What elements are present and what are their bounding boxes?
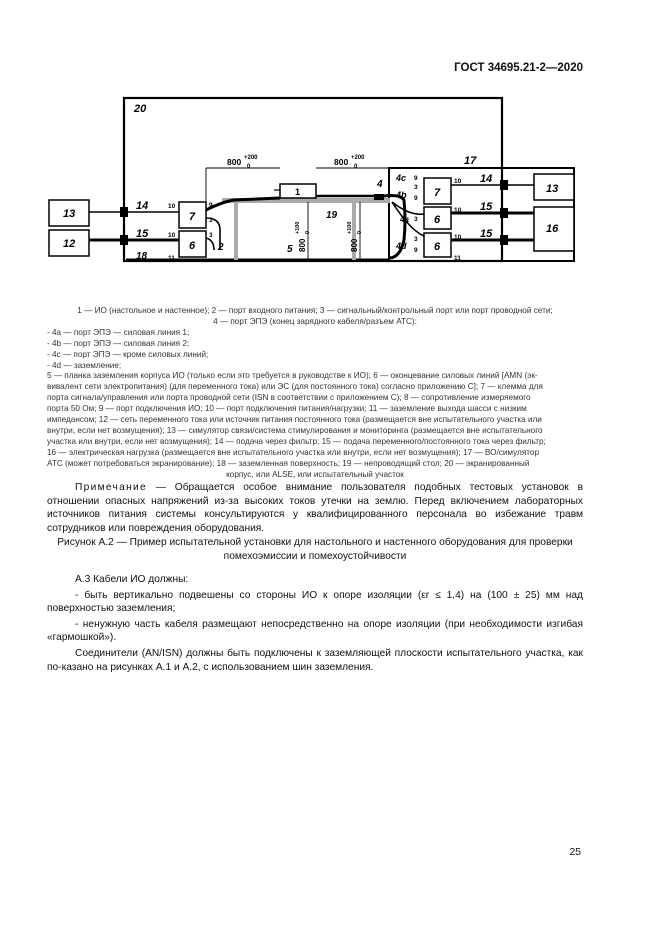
vdim-1-sup: +100 bbox=[295, 221, 301, 234]
label-10a: 10 bbox=[168, 203, 176, 210]
page-number: 25 bbox=[569, 846, 581, 858]
label-10c: 10 bbox=[454, 178, 462, 185]
label-15a: 15 bbox=[136, 228, 149, 240]
label-11a: 11 bbox=[168, 255, 175, 262]
standard-header: ГОСТ 34695.21-2—2020 bbox=[454, 62, 583, 74]
label-15c: 15 bbox=[480, 228, 493, 240]
legend-rest: АТС (может потребоваться экранирование); 18 — заземленная поверхность; 19 — непроводящий стол; 20 — экранированный bbox=[47, 458, 530, 468]
legend-rest: участка или внутри, если нет возмущения); 14 — подача через фильтр; 15 — подача переменного/постоянного тока через фильтр; bbox=[47, 436, 546, 446]
dim-2: 800 bbox=[334, 157, 349, 167]
caption-line-2: помехоэмиссии и помехоустойчивости bbox=[223, 550, 407, 562]
vdim-2: 800 bbox=[350, 238, 359, 252]
dim-1: 800 bbox=[227, 157, 242, 167]
label-4c: 4c bbox=[396, 173, 407, 183]
label-4b: 4b bbox=[396, 190, 407, 200]
label-1: 1 bbox=[295, 187, 301, 197]
vdim-2-sub: 0 bbox=[357, 230, 363, 234]
vdim-1-sub: 0 bbox=[305, 230, 311, 234]
figure-caption bbox=[47, 536, 583, 563]
label-9a: 9 bbox=[209, 202, 213, 209]
label-3a: 3 bbox=[209, 217, 213, 224]
legend-line-1: 1 — ИО (настольное и настенное); 2 — порт входного питания; 3 — сигнальный/контрольный порт или порт проводной сети; bbox=[77, 306, 553, 315]
label-9d: 9 bbox=[414, 247, 418, 254]
paragraph-4: Соединители (AN/ISN) должны быть подключены к заземляющей плоскости испытательного участка, как по-казано на рисунках А.1 и А.2, с использованием шин заземления. bbox=[47, 647, 583, 673]
label-20: 20 bbox=[134, 103, 147, 115]
label-16: 16 bbox=[546, 223, 559, 235]
vdim-1: 800 bbox=[298, 238, 307, 252]
label-3c: 3 bbox=[414, 184, 418, 191]
label-2: 2 bbox=[218, 242, 224, 253]
label-4: 4 bbox=[377, 179, 383, 190]
legend-rest: порта сигнала/управления или порта проводной сети (ISN в соответствии с приложением С); 8 — сопротивление измеряемого bbox=[47, 393, 531, 403]
label-10e: 10 bbox=[454, 234, 462, 241]
legend-item: - 4d — заземление; bbox=[47, 360, 122, 370]
vdim-2-sup: +100 bbox=[347, 221, 353, 234]
label-18: 18 bbox=[136, 251, 148, 262]
label-7b: 7 bbox=[434, 187, 441, 199]
legend-item: - 4c — порт ЭПЭ — кроме силовых линий; bbox=[47, 349, 209, 359]
legend-rest: 5 — планка заземления корпуса ИО (только если это требуется в руководстве к ИО); 6 — оконцевание силовых линий [AMN (эк- bbox=[47, 371, 538, 381]
label-3d: 3 bbox=[414, 216, 418, 223]
label-13-right: 13 bbox=[546, 183, 559, 195]
label-3e: 3 bbox=[414, 236, 418, 243]
label-10b: 10 bbox=[168, 232, 176, 239]
label-4d: 4d bbox=[396, 241, 407, 251]
note-text: — Обращается особое внимание пользователя подобных тестовых установок в отношении опасных напряжений из-за высоких токов утечки на землю. Перед включением лабораторных источников питания системы консультируются у квалифицированного персонала во избежание травм сотрудников или повреждения оборудования. bbox=[47, 482, 583, 534]
label-6b: 6 bbox=[434, 214, 441, 226]
legend-rest: 16 — электрическая нагрузка (размещается вне испытательного участка или внутри, если нет возмущения); 17 — ВО/симулятор bbox=[47, 447, 540, 457]
label-15b: 15 bbox=[480, 201, 493, 213]
label-17: 17 bbox=[464, 155, 477, 167]
note-block bbox=[47, 481, 583, 535]
label-7a: 7 bbox=[189, 211, 196, 223]
figure-legend bbox=[47, 306, 583, 481]
label-3b: 3 bbox=[209, 232, 213, 239]
legend-item: - 4a — порт ЭПЭ — силовая линия 1; bbox=[47, 327, 190, 337]
label-14b: 14 bbox=[480, 173, 493, 185]
label-13: 13 bbox=[63, 208, 76, 220]
legend-rest: внутри, если нет возмущения); 13 — симулятор связи/система стимулирования и мониторинга (размещается вне испытательного bbox=[47, 425, 543, 435]
label-9c: 9 bbox=[414, 195, 418, 202]
caption-line-1: Рисунок А.2 — Пример испытательной установки для настольного и настенного оборудования для проверки bbox=[57, 537, 573, 548]
label-12: 12 bbox=[63, 238, 76, 250]
paragraph-2: - быть вертикально подвешены со стороны ИО к опоре изоляции (εr ≤ 1,4) на (100 ± 25) мм над поверхностью заземления; bbox=[47, 589, 583, 615]
label-6c: 6 bbox=[434, 241, 441, 253]
dim-1-sup: +200 bbox=[244, 155, 258, 161]
label-5: 5 bbox=[287, 244, 293, 255]
legend-line-2: 4 — порт ЭПЭ (конец зарядного кабеля/разъем АТС): bbox=[213, 316, 417, 326]
dim-2-sub: 0 bbox=[354, 164, 358, 170]
label-19: 19 bbox=[326, 210, 338, 221]
label-9b: 9 bbox=[414, 175, 418, 182]
dim-1-sub: 0 bbox=[247, 164, 251, 170]
paragraph-1: А.3 Кабели ИО должны: bbox=[75, 574, 189, 585]
label-10d: 10 bbox=[454, 207, 462, 214]
label-6a: 6 bbox=[189, 240, 196, 252]
legend-last: корпус, или ALSE, или испытательный участок bbox=[226, 469, 404, 479]
legend-rest: вивалент сети электропитания) (для переменного тока) или ЭС (для постоянного тока) согласно приложению С]; 7 — клемма для bbox=[47, 382, 543, 392]
legend-item: - 4b — порт ЭПЭ — силовая линия 2; bbox=[47, 338, 190, 348]
paragraph-3: - ненужную часть кабеля размещают непосредственно на опоре изоляции (при необходимости изгибая «гармошкой»). bbox=[47, 618, 583, 644]
label-4a: 4a bbox=[400, 215, 409, 224]
body-text bbox=[47, 573, 583, 676]
legend-rest: импедансом; 12 — сеть переменного тока или источник питания постоянного тока (размещается вне испытательного участка или bbox=[47, 415, 542, 425]
test-setup-diagram bbox=[44, 90, 584, 270]
note-word: Примечание bbox=[75, 482, 147, 493]
legend-rest: порта 50 Ом; 9 — порт подключения ИО; 10 — порт подключения питания/нагрузки; 11 — заземление выхода шасси с низким bbox=[47, 404, 527, 414]
label-11b: 11 bbox=[454, 255, 461, 262]
dim-2-sup: +200 bbox=[351, 155, 365, 161]
label-14a: 14 bbox=[136, 200, 149, 212]
